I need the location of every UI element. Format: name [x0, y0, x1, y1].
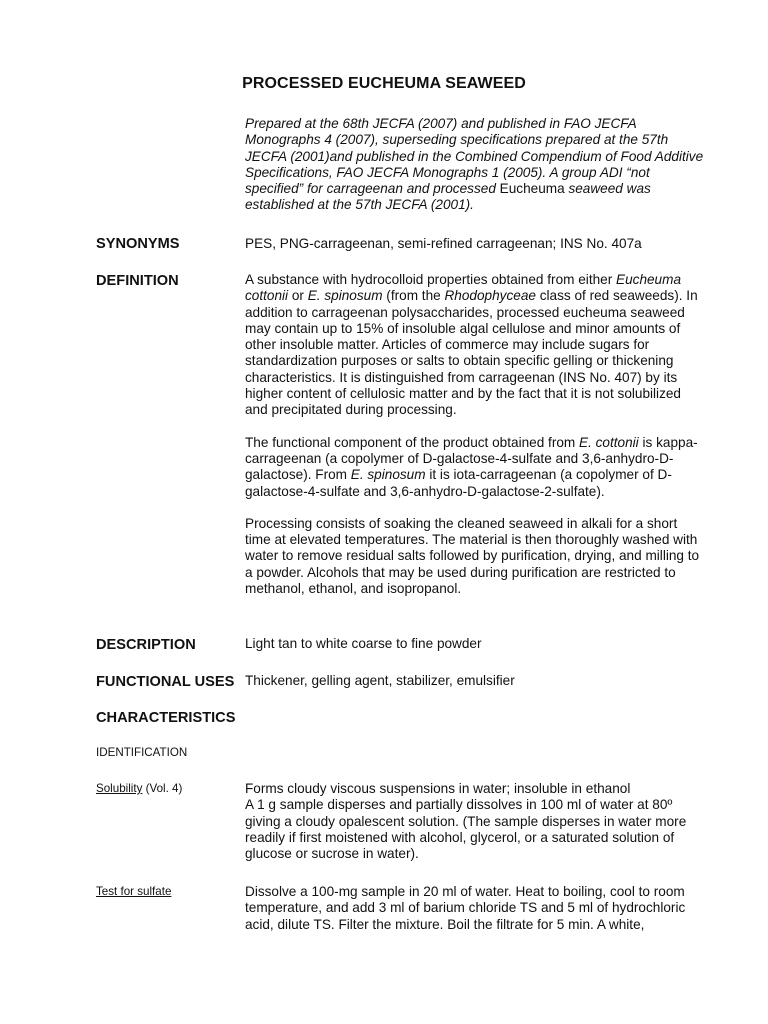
species-cottonii: Eucheuma cottonii [245, 272, 682, 304]
characteristics-heading: CHARACTERISTICS [96, 710, 236, 726]
definition-p1-text: or [288, 288, 308, 304]
description-label: DESCRIPTION [96, 637, 196, 653]
solubility-link: Solubility [96, 782, 143, 795]
preamble-genus: Eucheuma [499, 181, 565, 197]
definition-p1-text: (from the [382, 288, 445, 304]
sulfate-test-label: Test for sulfate [96, 885, 172, 898]
class-rhodophyceae: Rhodophyceae [444, 288, 536, 304]
functional-uses-label: FUNCTIONAL USES [96, 674, 235, 690]
species-cottonii: E. cottonii [579, 434, 639, 450]
definition-body [245, 272, 700, 597]
species-spinosum: E. spinosum [307, 288, 383, 304]
definition-p2-text: it is iota-carrageenan (a copolymer of D-galactose-4-sulfate and 3,6-anhydro-D-galactose-2-sulfate). [245, 467, 672, 499]
definition-paragraph-2 [245, 435, 700, 500]
document-title: PROCESSED EUCHEUMA SEAWEED [242, 75, 526, 92]
sulfate-test-text: Dissolve a 100-mg sample in 20 ml of water. Heat to boiling, cool to room temperature, and add 3 ml of barium chloride TS and 5 ml of hydrochloric acid, dilute TS. Filter the mixture. Boil the filtrate for 5 min. A white, [245, 884, 686, 932]
definition-p1-text: class of red seaweeds). In addition to carrageenan polysaccharides, processed eucheuma seaweed may contain up to 15% of insoluble algal cellulose and minor amounts of other insoluble matter. Articles of commerce may include sugars for standardization purposes or salts to obtain specific gelling or thickening characteristics. It is distinguished from carrageenan (INS No. 407) by its higher content of cellulosic matter and by the fact that it is not solubilized and precipitated during processing. [245, 288, 698, 418]
solubility-line-2: A 1 g sample disperses and partially dissolves in 100 ml of water at 80º giving a cloudy opalescent solution. (The sample disperses in water more readily if first moistened with alcohol, glycerol, or a saturated solution of glucose or sucrose in water). [245, 797, 687, 862]
solubility-line-1: Forms cloudy viscous suspensions in water; insoluble in ethanol [245, 781, 631, 796]
preamble-text-1: Prepared at the 68th JECFA (2007) and published in FAO JECFA Monographs 4 (2007), superseding specifications prepared at the 57th JECFA (2001)and published in the Combined Compendium of Food Additive Specifications, FAO JECFA Monographs 1 (2005). A group ADI “not specified” for carrageenan and processed [245, 116, 704, 197]
definition-label: DEFINITION [96, 273, 179, 289]
synonyms-label: SYNONYMS [96, 236, 180, 252]
definition-paragraph-1 [245, 272, 700, 419]
definition-paragraph-3: Processing consists of soaking the cleaned seaweed in alkali for a short time at elevated temperatures. The material is then thoroughly washed with water to remove residual salts followed by purification, drying, and milling to a powder. Alcohols that may be used during purification are restricted to methanol, ethanol, and isopropanol. [245, 515, 700, 597]
identification-heading: IDENTIFICATION [96, 746, 188, 759]
description-text: Light tan to white coarse to fine powder [245, 636, 482, 651]
species-spinosum: E. spinosum [350, 467, 426, 483]
solubility-label [96, 782, 182, 795]
definition-p2-text: is kappa-carrageenan (a copolymer of D-galactose-4-sulfate and 3,6-anhydro-D-galactose). From [245, 434, 698, 483]
definition-p1-text: A substance with hydrocolloid properties obtained from either [245, 272, 617, 287]
preamble-note [245, 116, 705, 214]
preamble-text-2: seaweed was established at the 57th JECFA (2001). [245, 181, 651, 213]
solubility-volume: (Vol. 4) [142, 782, 183, 795]
functional-uses-text: Thickener, gelling agent, stabilizer, emulsifier [245, 673, 515, 688]
solubility-text [245, 781, 700, 862]
definition-p2-text: The functional component of the product obtained from [245, 434, 580, 450]
synonyms-text: PES, PNG-carrageenan, semi-refined carrageenan; INS No. 407a [245, 236, 642, 251]
